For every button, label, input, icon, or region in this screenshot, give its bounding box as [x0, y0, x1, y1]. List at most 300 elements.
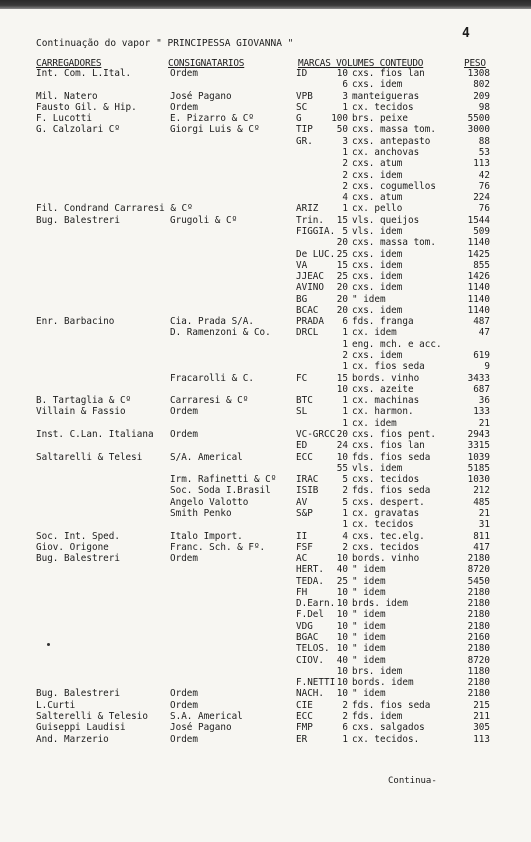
row-quantity: 10 [336, 586, 348, 598]
row-mark: GR. [296, 135, 313, 147]
row-contents: cxs. idem [352, 259, 403, 271]
row-quantity: 2 [342, 169, 348, 181]
row-shipper: Enr. Barbacino [36, 316, 115, 328]
row-contents: " idem [352, 688, 386, 700]
row-weight: 619 [473, 350, 490, 361]
row-contents: " idem [352, 620, 386, 632]
row-quantity: 10 [336, 632, 348, 643]
row-shipper: Int. Com. L.Ital. [36, 68, 132, 79]
row-quantity: 20 [336, 237, 348, 249]
row-weight: 3433 [467, 372, 490, 384]
row-quantity: 55 [336, 462, 348, 474]
row-mark: ER [296, 733, 308, 745]
row-quantity: 3 [342, 135, 348, 147]
row-consignee: E. Pizarro & Cº [170, 113, 254, 125]
table-row [0, 598, 531, 609]
row-mark: FH [296, 586, 308, 598]
row-weight: 53 [478, 147, 490, 158]
row-weight: 9 [484, 361, 490, 373]
table-row [0, 497, 531, 508]
row-contents: cxs. fios lan [352, 440, 425, 452]
row-contents: cxs. idem [352, 79, 403, 91]
row-weight: 21 [478, 417, 490, 429]
row-weight: 487 [473, 316, 490, 328]
row-quantity: 10 [336, 643, 348, 655]
row-contents: cx. harmon. [352, 406, 414, 418]
row-quantity: 15 [336, 259, 348, 271]
row-mark: SL [296, 406, 308, 418]
row-weight: 2180 [467, 688, 490, 700]
table-row [0, 350, 531, 361]
row-shipper: Villain & Fassio [36, 406, 126, 418]
table-row [0, 339, 531, 350]
row-mark: AC [296, 553, 308, 564]
row-consignee: Ordem [170, 733, 198, 745]
row-contents: cxs. atum [352, 158, 403, 170]
row-quantity: 6 [342, 722, 348, 734]
row-contents: eng. mch. e acc. [352, 338, 442, 350]
row-contents: vls. queijos [352, 214, 420, 226]
table-row [0, 531, 531, 542]
row-quantity: 10 [336, 620, 348, 632]
row-quantity: 25 [336, 271, 348, 282]
row-contents: cxs. tec.elg. [352, 530, 425, 542]
row-contents: cxs. idem [352, 169, 403, 181]
row-consignee: Carraresi & Cº [170, 395, 249, 407]
row-weight: 47 [478, 327, 490, 339]
row-contents: bords. vinho [352, 553, 420, 564]
row-weight: 1425 [467, 248, 490, 260]
row-quantity: 1 [342, 519, 348, 531]
row-quantity: 1 [342, 406, 348, 418]
row-contents: fds. franga [352, 316, 414, 328]
row-weight: 2180 [467, 620, 490, 632]
row-quantity: 1 [342, 101, 348, 113]
table-row [0, 113, 531, 124]
table-row [0, 734, 531, 745]
row-mark: PRADA [296, 316, 324, 328]
row-contents: " idem [352, 654, 386, 666]
row-quantity: 24 [336, 440, 348, 452]
row-mark: TIP [296, 124, 313, 136]
row-weight: 2180 [467, 586, 490, 598]
row-contents: manteigueras [352, 90, 420, 102]
row-contents: bords. vinho [352, 372, 420, 384]
row-contents: cx. anchovas [352, 147, 420, 158]
row-quantity: 1 [342, 361, 348, 373]
row-consignee: Soc. Soda I.Brasil [170, 485, 271, 497]
row-contents: cx. machinas [352, 395, 420, 407]
row-mark: BGAC [296, 632, 319, 643]
row-contents: cxs. idem [352, 304, 403, 316]
table-row [0, 621, 531, 632]
table-row [0, 474, 531, 485]
row-consignee: Italo Import. [170, 530, 243, 542]
row-mark: CIOV. [296, 654, 324, 666]
row-quantity: 1 [342, 327, 348, 339]
row-contents: " idem [352, 609, 386, 621]
row-mark: BG [296, 293, 308, 305]
table-row [0, 587, 531, 598]
row-quantity: 4 [342, 192, 348, 204]
row-consignee: Angelo Valotto [170, 496, 249, 508]
row-quantity: 2 [342, 541, 348, 553]
row-quantity: 5 [342, 474, 348, 486]
row-shipper: Bug. Balestreri [36, 214, 120, 226]
row-quantity: 6 [342, 316, 348, 328]
row-shipper: F. Lucotti [36, 113, 92, 125]
row-contents: fds. fios seda [352, 485, 431, 497]
row-weight: 76 [478, 180, 490, 192]
table-row [0, 440, 531, 451]
row-quantity: 10 [336, 383, 348, 395]
row-weight: 1140 [467, 293, 490, 305]
row-mark: ID [296, 68, 308, 79]
row-contents: " idem [352, 632, 386, 643]
row-mark: VDG [296, 620, 313, 632]
row-consignee: Ordem [170, 553, 198, 564]
row-mark: TEDA. [296, 575, 324, 587]
row-quantity: 6 [342, 79, 348, 91]
row-quantity: 40 [336, 564, 348, 576]
row-shipper: Bug. Balestreri [36, 688, 120, 700]
row-quantity: 5 [342, 496, 348, 508]
table-row [0, 316, 531, 327]
row-mark: FIGGIA. [296, 225, 336, 237]
row-contents: brs. peixe [352, 113, 408, 125]
row-contents: cx. idem [352, 327, 397, 339]
row-weight: 855 [473, 259, 490, 271]
table-row [0, 170, 531, 181]
row-contents: cxs. fios lan [352, 68, 425, 79]
row-consignee: Ordem [170, 68, 198, 79]
row-contents: cx. fios seda [352, 361, 425, 373]
row-weight: 1180 [467, 665, 490, 677]
row-consignee: D. Ramenzoni & Co. [170, 327, 271, 339]
row-contents: " idem [352, 643, 386, 655]
row-weight: 36 [478, 395, 490, 407]
table-row [0, 666, 531, 677]
row-mark: NACH. [296, 688, 324, 700]
table-row [0, 406, 531, 417]
row-weight: 2180 [467, 553, 490, 564]
row-weight: 5500 [467, 113, 490, 125]
row-mark: F.NETTI [296, 677, 336, 689]
table-row [0, 463, 531, 474]
row-quantity: 10 [336, 665, 348, 677]
row-mark: JJEAC [296, 271, 324, 282]
table-row [0, 158, 531, 169]
row-shipper: Fil. Condrand Carraresi & Cº [36, 203, 193, 215]
row-quantity: 10 [336, 688, 348, 700]
row-contents: cxs. antepasto [352, 135, 431, 147]
row-mark: SC [296, 101, 308, 113]
row-consignee: Ordem [170, 429, 198, 440]
page-number: 4 [462, 26, 470, 41]
row-weight: 5450 [467, 575, 490, 587]
row-mark: VA [296, 259, 308, 271]
row-shipper: Inst. C.Lan. Italiana [36, 429, 154, 440]
row-contents: cx. idem [352, 417, 397, 429]
row-contents: cxs. massa tom. [352, 237, 436, 249]
table-row [0, 79, 531, 90]
table-row [0, 485, 531, 496]
row-quantity: 40 [336, 654, 348, 666]
document-title: Continuação do vapor " PRINCIPESSA GIOVANNA " [36, 38, 294, 49]
row-contents: " idem [352, 575, 386, 587]
row-consignee: Grugoli & Cº [170, 214, 238, 226]
row-weight: 1039 [467, 451, 490, 463]
row-shipper: L.Curti [36, 699, 76, 711]
row-weight: 211 [473, 711, 490, 722]
row-quantity: 50 [336, 124, 348, 136]
table-row [0, 373, 531, 384]
row-weight: 224 [473, 192, 490, 204]
row-mark: BTC [296, 395, 313, 407]
table-row [0, 203, 531, 214]
row-weight: 417 [473, 541, 490, 553]
row-weight: 2180 [467, 598, 490, 610]
table-row [0, 68, 531, 79]
row-weight: 2180 [467, 609, 490, 621]
row-quantity: 3 [342, 90, 348, 102]
row-weight: 42 [478, 169, 490, 181]
row-weight: 1544 [467, 214, 490, 226]
table-row [0, 632, 531, 643]
table-row [0, 655, 531, 666]
row-mark: HERT. [296, 564, 324, 576]
row-weight: 5185 [467, 462, 490, 474]
continuation-note: Continua- [388, 776, 437, 786]
row-mark: ISIB [296, 485, 319, 497]
row-consignee: Giorgi Luis & Cº [170, 124, 260, 136]
table-row [0, 609, 531, 620]
row-weight: 31 [478, 519, 490, 531]
row-quantity: 4 [342, 530, 348, 542]
row-quantity: 5 [342, 225, 348, 237]
row-mark: S&P [296, 507, 313, 519]
table-row [0, 260, 531, 271]
row-weight: 133 [473, 406, 490, 418]
row-mark: AVINO [296, 282, 324, 294]
table-row [0, 226, 531, 237]
table-row [0, 294, 531, 305]
row-weight: 113 [473, 733, 490, 745]
row-contents: vls. idem [352, 462, 403, 474]
row-quantity: 20 [336, 282, 348, 294]
column-header-shipper: CARREGADORES [36, 58, 102, 69]
row-quantity: 25 [336, 575, 348, 587]
row-mark: TELOS. [296, 643, 330, 655]
row-shipper: Giov. Origone [36, 541, 109, 553]
row-consignee: José Pagano [170, 90, 232, 102]
row-contents: cxs. cogumellos [352, 180, 436, 192]
row-weight: 509 [473, 225, 490, 237]
row-contents: fds. idem [352, 711, 403, 722]
row-shipper: Saltarelli & Telesi [36, 451, 143, 463]
row-quantity: 10 [336, 553, 348, 564]
table-row [0, 384, 531, 395]
row-shipper: Fausto Gil. & Hip. [36, 101, 137, 113]
row-consignee: Cia. Prada S/A. [170, 316, 254, 328]
row-weight: 8720 [467, 564, 490, 576]
row-weight: 1140 [467, 282, 490, 294]
row-weight: 21 [478, 507, 490, 519]
table-row [0, 124, 531, 135]
row-consignee: Fracarolli & C. [170, 372, 254, 384]
row-mark: AV [296, 496, 308, 508]
row-mark: F.Del [296, 609, 324, 621]
table-row [0, 508, 531, 519]
row-quantity: 2 [342, 485, 348, 497]
row-weight: 76 [478, 203, 490, 215]
row-quantity: 2 [342, 699, 348, 711]
row-contents: cxs. idem [352, 350, 403, 361]
row-mark: FC [296, 372, 308, 384]
row-consignee: S/A. Americal [170, 451, 243, 463]
table-row [0, 136, 531, 147]
row-weight: 1426 [467, 271, 490, 282]
table-row [0, 564, 531, 575]
row-quantity: 2 [342, 350, 348, 361]
row-contents: cxs. despert. [352, 496, 425, 508]
row-mark: ECC [296, 711, 313, 722]
row-weight: 1140 [467, 304, 490, 316]
table-row [0, 418, 531, 429]
row-contents: cxs. fios pent. [352, 429, 436, 440]
row-mark: D.Earn. [296, 598, 336, 610]
row-shipper: Salterelli & Telesio [36, 711, 148, 722]
row-quantity: 10 [336, 609, 348, 621]
row-contents: brds. idem [352, 598, 408, 610]
row-weight: 1308 [467, 68, 490, 79]
table-row [0, 553, 531, 564]
row-mark: ARIZ [296, 203, 319, 215]
table-row [0, 237, 531, 248]
table-row [0, 711, 531, 722]
row-mark: DRCL [296, 327, 319, 339]
ink-dot [47, 643, 50, 646]
row-quantity: 20 [336, 304, 348, 316]
row-quantity: 2 [342, 180, 348, 192]
row-consignee: Irm. Rafinetti & Cº [170, 474, 277, 486]
row-contents: cxs. tecidos [352, 541, 420, 553]
table-row [0, 147, 531, 158]
row-weight: 113 [473, 158, 490, 170]
row-contents: cxs. idem [352, 271, 403, 282]
table-row [0, 327, 531, 338]
table-row [0, 452, 531, 463]
row-mark: VC-GRCC [296, 429, 336, 440]
row-consignee: S.A. Americal [170, 711, 243, 722]
row-contents: cxs. idem [352, 282, 403, 294]
table-row [0, 91, 531, 102]
row-quantity: 2 [342, 711, 348, 722]
row-consignee: Franc. Sch. & Fº. [170, 541, 266, 553]
table-row [0, 519, 531, 530]
row-contents: " idem [352, 586, 386, 598]
row-weight: 88 [478, 135, 490, 147]
row-quantity: 1 [342, 507, 348, 519]
row-quantity: 1 [342, 417, 348, 429]
column-header-weight: PESO [464, 58, 486, 69]
row-consignee: Smith Penko [170, 507, 232, 519]
row-shipper: Soc. Int. Sped. [36, 530, 120, 542]
row-contents: " idem [352, 564, 386, 576]
row-mark: Trin. [296, 214, 324, 226]
row-quantity: 1 [342, 147, 348, 158]
row-contents: brs. idem [352, 665, 403, 677]
row-weight: 212 [473, 485, 490, 497]
row-weight: 687 [473, 383, 490, 395]
row-contents: fds. fios seda [352, 699, 431, 711]
row-quantity: 15 [336, 214, 348, 226]
row-contents: bords. idem [352, 677, 414, 689]
row-consignee: Ordem [170, 699, 198, 711]
row-weight: 209 [473, 90, 490, 102]
row-contents: cx. tecidos [352, 519, 414, 531]
table-row [0, 395, 531, 406]
row-quantity: 10 [336, 68, 348, 79]
row-consignee: Ordem [170, 406, 198, 418]
row-consignee: Ordem [170, 688, 198, 700]
row-mark: ECC [296, 451, 313, 463]
row-shipper: Mil. Natero [36, 90, 98, 102]
row-mark: BCAC [296, 304, 319, 316]
table-row [0, 722, 531, 733]
table-row [0, 643, 531, 654]
row-quantity: 10 [336, 598, 348, 610]
row-mark: II [296, 530, 308, 542]
row-contents: cxs. salgados [352, 722, 425, 734]
row-contents: cxs. massa tom. [352, 124, 436, 136]
row-weight: 305 [473, 722, 490, 734]
row-weight: 8720 [467, 654, 490, 666]
table-row [0, 181, 531, 192]
table-row [0, 542, 531, 553]
table-row [0, 576, 531, 587]
table-row [0, 688, 531, 699]
table-row [0, 700, 531, 711]
row-quantity: 1 [342, 338, 348, 350]
row-contents: " idem [352, 293, 386, 305]
row-weight: 3000 [467, 124, 490, 136]
table-row [0, 249, 531, 260]
row-mark: VPB [296, 90, 313, 102]
table-row [0, 215, 531, 226]
row-quantity: 20 [336, 293, 348, 305]
row-weight: 1140 [467, 237, 490, 249]
row-weight: 2180 [467, 643, 490, 655]
row-weight: 2160 [467, 632, 490, 643]
row-consignee: Ordem [170, 101, 198, 113]
row-contents: cx. tecidos. [352, 733, 420, 745]
row-weight: 1030 [467, 474, 490, 486]
row-shipper: G. Calzolari Cº [36, 124, 120, 136]
row-mark: G [296, 113, 302, 125]
row-weight: 215 [473, 699, 490, 711]
row-mark: FSF [296, 541, 313, 553]
table-row [0, 282, 531, 293]
row-contents: vls. idem [352, 225, 403, 237]
row-contents: fds. fios seda [352, 451, 431, 463]
table-row [0, 429, 531, 440]
table-row [0, 271, 531, 282]
column-header-marks-volumes-contents: MARCAS VOLUMES CONTEUDO [298, 58, 424, 69]
row-quantity: 15 [336, 372, 348, 384]
row-mark: ED [296, 440, 308, 452]
row-quantity: 100 [331, 113, 348, 125]
